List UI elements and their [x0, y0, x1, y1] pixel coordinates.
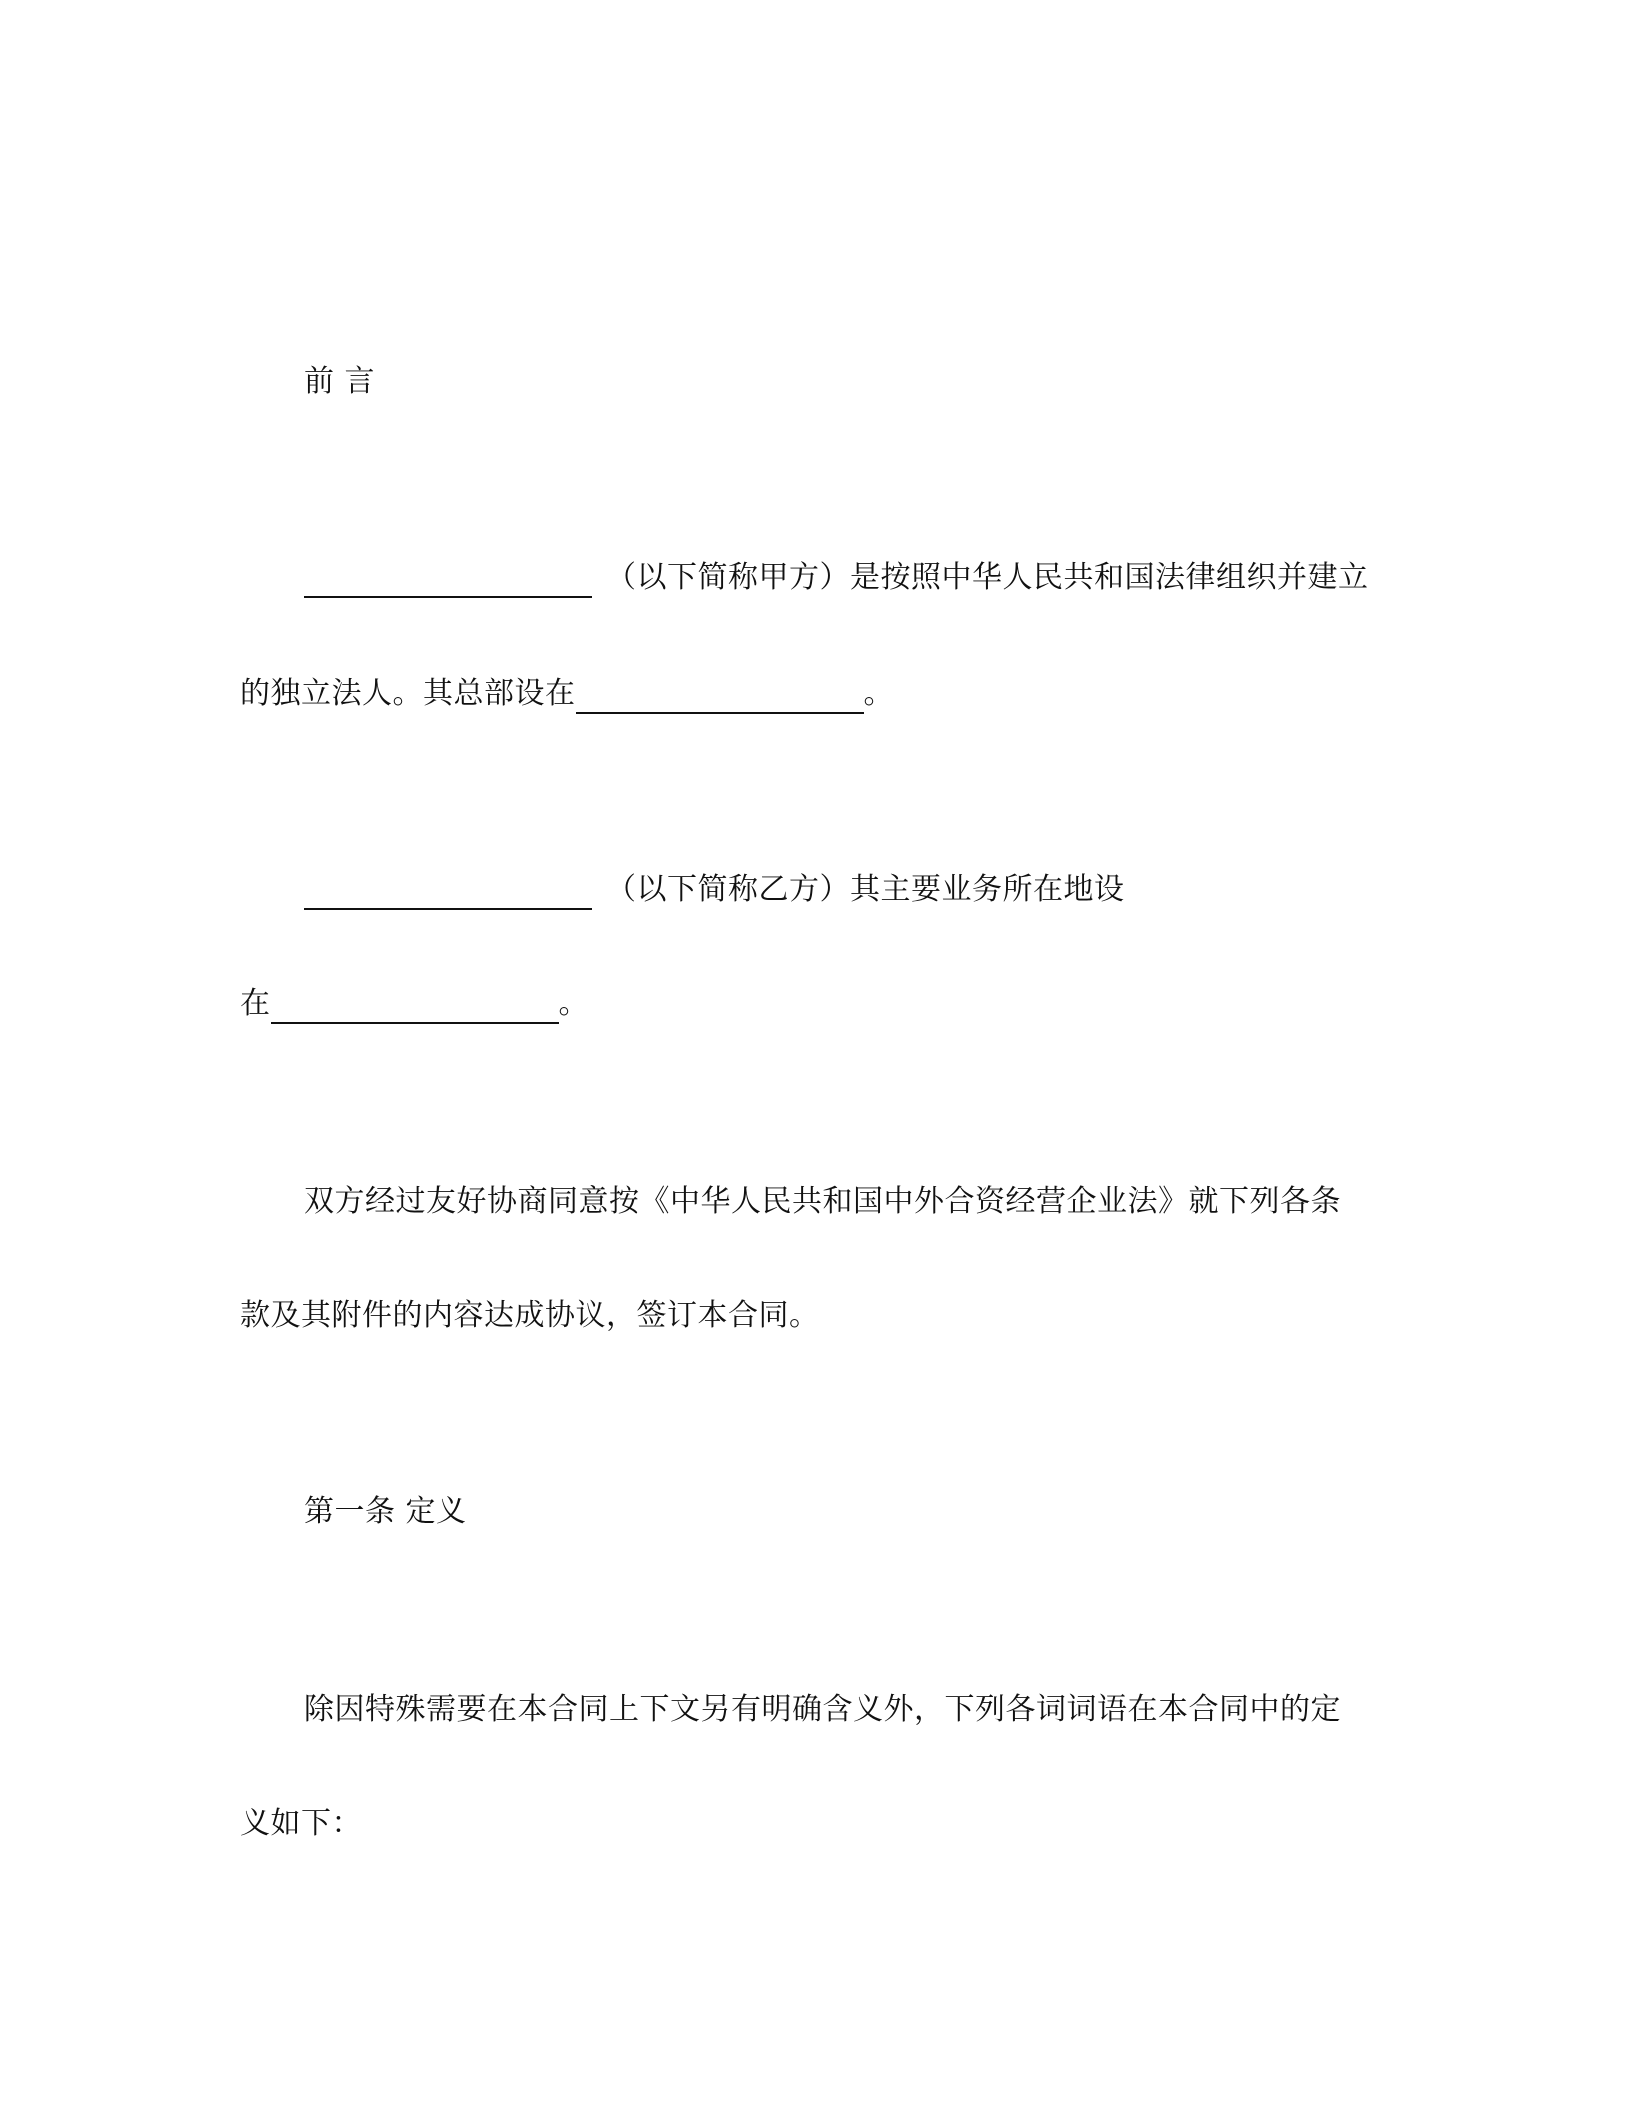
party-b-line-1	[304, 870, 1125, 910]
agreement-line-1: 双方经过友好协商同意按《中华人民共和国中外合资经营企业法》就下列各条	[304, 1184, 1341, 1219]
party-b-intro-text: （以下简称乙方）其主要业务所在地设	[606, 872, 1125, 907]
party-b-line-2	[240, 984, 589, 1024]
party-a-hq-blank[interactable]	[576, 676, 864, 714]
party-b-name-blank[interactable]	[304, 872, 592, 910]
party-a-hq-label: 的独立法人。其总部设在	[240, 676, 576, 711]
party-b-location-label: 在	[240, 986, 271, 1021]
party-b-location-blank[interactable]	[271, 986, 559, 1024]
party-a-name-blank[interactable]	[304, 560, 592, 598]
party-a-hq-end: 。	[863, 676, 894, 711]
party-b-location-end: 。	[558, 986, 589, 1021]
preface-heading: 前 言	[304, 364, 376, 399]
party-a-line-1	[304, 558, 1369, 598]
article-1-heading: 第一条 定义	[304, 1494, 467, 1529]
party-a-line-2	[240, 674, 894, 714]
party-a-intro-text: （以下简称甲方）是按照中华人民共和国法律组织并建立	[606, 560, 1369, 595]
article-1-line-2: 义如下：	[240, 1806, 362, 1841]
article-1-line-1: 除因特殊需要在本合同上下文另有明确含义外，下列各词词语在本合同中的定	[304, 1692, 1341, 1727]
agreement-line-2: 款及其附件的内容达成协议，签订本合同。	[240, 1298, 820, 1333]
